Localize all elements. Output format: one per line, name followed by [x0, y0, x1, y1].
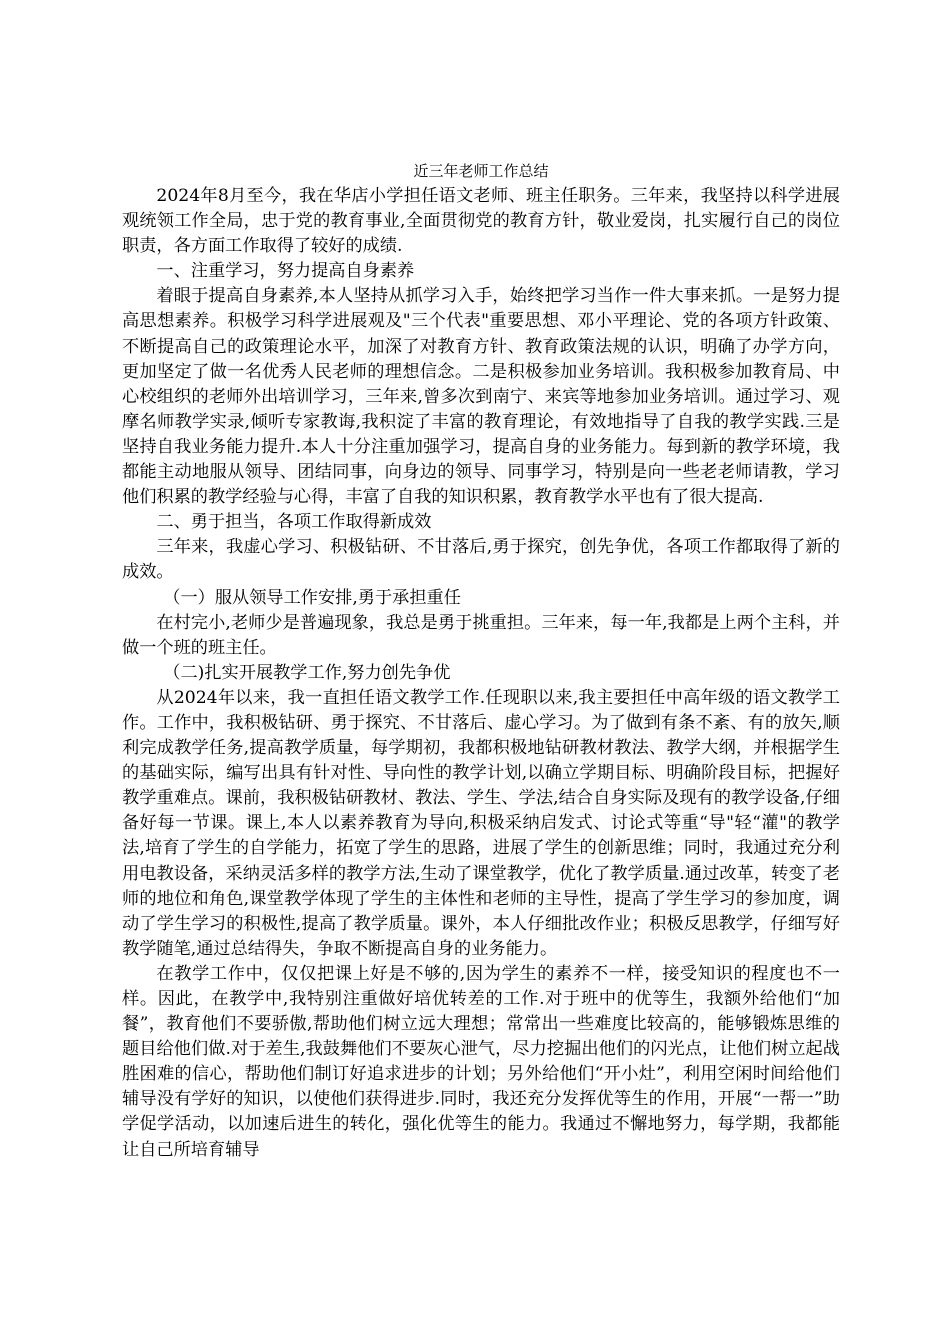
paragraph-tutoring: 在教学工作中，仅仅把课上好是不够的,因为学生的素养不一样，接受知识的程度也不一样。因此，在教学中,我特别注重做好培优转差的工作.对于班中的优等生，我额外给他们“加餐”，教育他们不要骄傲,帮助他们树立远大理想；常常出一些难度比较高的，能够锻炼思维的题目给他们做.对于差生,我鼓舞他们不要灰心泄气，尽力挖掘出他们的闪光点，让他们树立起战胜困难的信心，帮助他们制订好追求进步的计划；另外给他们“开小灶”，利用空闲时间给他们辅导没有学好的知识，以使他们获得进步.同时，我还充分发挥优等生的作用，开展“一帮一”助学促学活动，以加速后进生的转化，强化优等生的能力。我通过不懈地努力，每学期，我都能让自己所培育辅导: [122, 963, 840, 1160]
paragraph-intro: 2024年8月至今，我在华店小学担任语文老师、班主任职务。三年来，我坚持以科学进展观统领工作全局，忠于党的教育事业,全面贯彻党的教育方针，敬业爱岗，扎实履行自己的岗位职责，各方面工作取得了较好的成绩.: [122, 186, 840, 257]
section-heading-2: 二、勇于担当，各项工作取得新成效: [156, 512, 432, 533]
section-heading-1: 一、注重学习，努力提高自身素养: [156, 261, 415, 282]
paragraph-duties: 在村完小,老师少是普遍现象，我总是勇于挑重担。三年来，每一年,我都是上两个主科，并做一个班的班主任。: [122, 612, 840, 658]
paragraph-achievements: 三年来，我虚心学习、积极钻研、不甘落后,勇于探究，创先争优，各项工作都取得了新的成效。: [122, 537, 840, 583]
document-title: 近三年老师工作总结: [413, 162, 549, 180]
paragraph-study: 着眼于提高自身素养,本人坚持从抓学习入手，始终把学习当作一件大事来抓。一是努力提高思想素养。积极学习科学进展观及"三个代表"重要思想、邓小平理论、党的各项方针政策、不断提高自己的政策理论水平，加深了对教育方针、教育政策法规的认识，明确了办学方向，更加坚定了做一名优秀人民老师的理想信念。二是积极参加业务培训。我积极参加教育局、中心校组织的老师外出培训学习，三年来,曾多次到南宁、来宾等地参加业务培训。通过学习、观摩名师教学实录,倾听专家教诲,我积淀了丰富的教育理论，有效地指导了自我的教学实践.三是坚持自我业务能力提升.本人十分注重加强学习，提高自身的业务能力。每到新的教学环境，我都能主动地服从领导、团结同事，向身边的领导、同事学习，特别是向一些老老师请教，学习他们积累的教学经验与心得，丰富了自我的知识积累，教育教学水平也有了很大提高.: [122, 286, 840, 508]
subsection-heading-1: （一）服从领导工作安排,勇于承担重任: [163, 587, 461, 608]
subsection-heading-2: （二)扎实开展教学工作,努力创先争优: [163, 662, 451, 683]
document-body: [122, 160, 840, 1163]
paragraph-teaching: 从2024年以来，我一直担任语文教学工作.任现职以来,我主要担任中高年级的语文教学工作。工作中，我积极钻研、勇于探究、不甘落后、虚心学习。为了做到有条不紊、有的放矢,顺利完成教学任务,提高教学质量，每学期初，我都积极地钻研教材教法、教学大纲，并根据学生的基础实际，编写出具有针对性、导向性的教学计划,以确立学期目标、明确阶段目标，把握好教学重难点。课前，我积极钻研教材、教法、学生、学法,结合自身实际及现有的教学设备,仔细备好每一节课。课上,本人以素养教育为导向,积极采纳启发式、讨论式等重“导"轻“灌"的教学法,培育了学生的自学能力，拓宽了学生的思路，进展了学生的创新思维；同时，我通过充分利用电教设备，采纳灵活多样的教学方法,生动了课堂教学，优化了教学质量.通过改革，转变了老师的地位和角色,课堂教学体现了学生的主体性和老师的主导性，提高了学生学习的参加度，调动了学生学习的积极性,提高了教学质量。课外，本人仔细批改作业；积极反思教学，仔细写好教学随笔,通过总结得失，争取不断提高自身的业务能力。: [122, 687, 840, 959]
